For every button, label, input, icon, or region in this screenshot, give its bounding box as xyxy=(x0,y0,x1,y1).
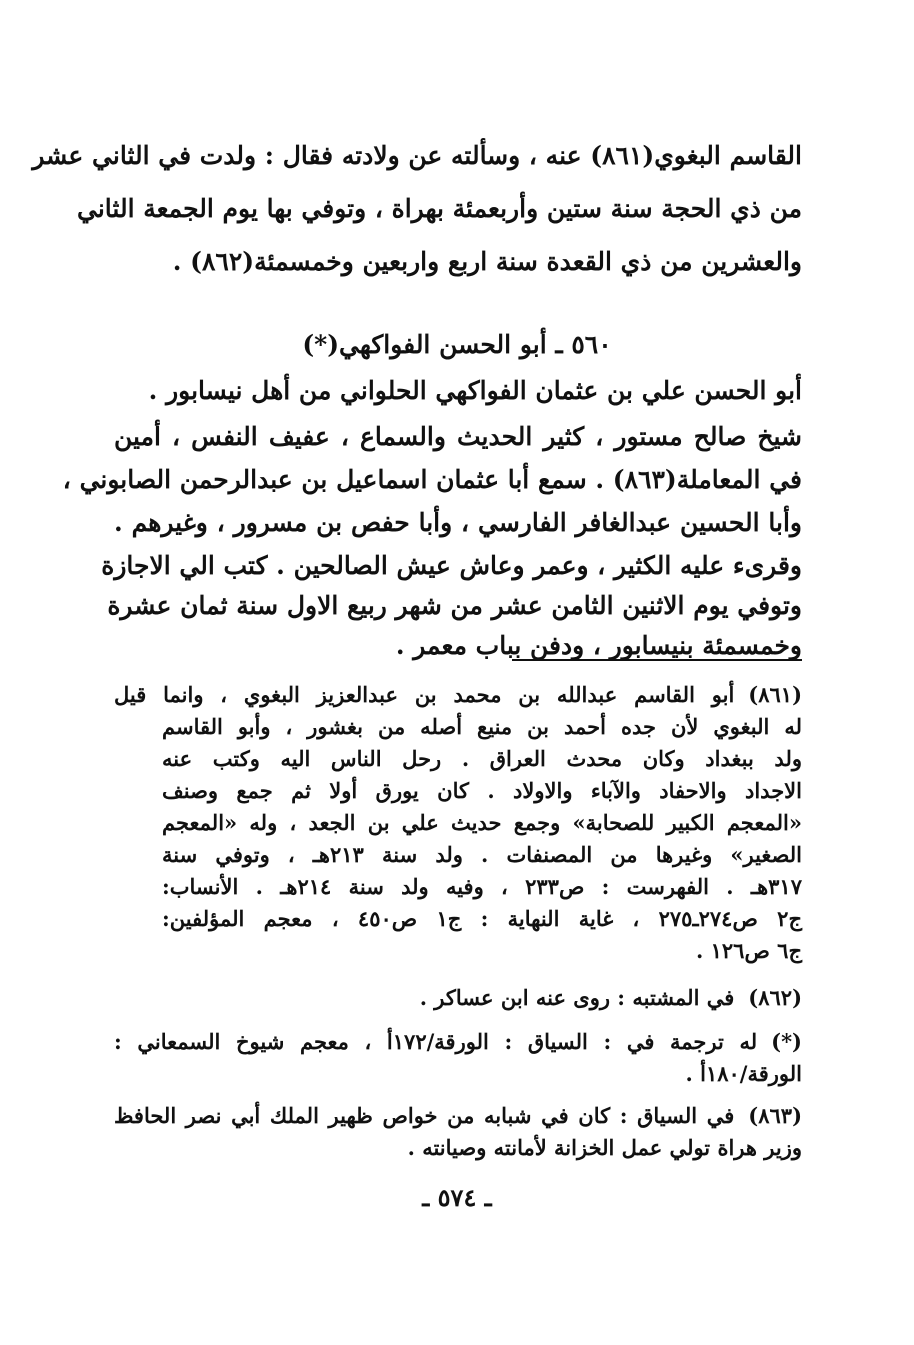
footnote-text: أبو القاسم عبدالله بن محمد بن عبدالعزيز البغوي ، وانما قيل xyxy=(114,682,735,707)
page-number: ـ ٥٧٤ ـ xyxy=(422,1183,492,1212)
body-line: القاسم البغوي(٨٦١) عنه ، وسألته عن ولادته فقال : ولدت في الثاني عشر xyxy=(32,141,802,170)
footnote-line: له البغوي لأن جده أحمد بن منيع أصله من بغشور ، وأبو القاسم xyxy=(162,714,802,739)
body-line: وخمسمئة بنيسابور ، ودفن بباب معمر . xyxy=(395,631,802,660)
footnote-line xyxy=(114,987,802,1008)
footnote-number: (٨٦٢) xyxy=(748,985,802,1010)
footnote-line: «المعجم الكبير للصحابة» وجمع حديث علي بن الجعد ، وله «المعجم xyxy=(162,810,802,835)
footnote-line: الصغير» وغيرها من المصنفات . ولد سنة ٢١٣هـ ، وتوفي سنة xyxy=(162,842,802,867)
footnote-line xyxy=(114,1105,802,1126)
footnote-number: (٨٦٣) xyxy=(748,1103,802,1128)
footnote-line: ولد ببغداد وكان محدث العراق . رحل الناس اليه وكتب عنه xyxy=(162,746,802,771)
body-line: وتوفي يوم الاثنين الثامن عشر من شهر ربيع الاول سنة ثمان عشرة xyxy=(107,591,802,620)
footnote-line: ج٢ ص٢٧٤ـ٢٧٥ ، غاية النهاية : ج١ ص٤٥٠ ، معجم المؤلفين: xyxy=(162,906,802,931)
footnote-text: له ترجمة في : السياق : الورقة/١٧٢أ ، معجم شيوخ السمعاني : xyxy=(114,1029,758,1054)
footnote-line: وزير هراة تولي عمل الخزانة لأمانته وصيانته . xyxy=(407,1135,802,1160)
body-line: وأبا الحسين عبدالغافر الفارسي ، وأبا حفص بن مسرور ، وغيرهم . xyxy=(114,508,802,537)
body-line: من ذي الحجة سنة ستين وأربعمئة بهراة ، وتوفي بها يوم الجمعة الثاني xyxy=(77,194,802,223)
body-line: أبو الحسن علي بن عثمان الفواكهي الحلواني من أهل نيسابور . xyxy=(148,376,802,405)
footnote-text: في المشتبه : روى عنه ابن عساكر . xyxy=(419,985,735,1010)
entry-heading: ٥٦٠ ـ أبو الحسن الفواكهي(*) xyxy=(302,330,612,359)
footnote-line: الورقة/١٨٠أ . xyxy=(685,1061,802,1086)
body-line: شيخ صالح مستور ، كثير الحديث والسماع ، عفيف النفس ، أمين xyxy=(114,422,802,451)
footnote-number: (*) xyxy=(771,1029,802,1054)
body-line: والعشرين من ذي القعدة سنة اربع واربعين وخمسمئة(٨٦٢) . xyxy=(172,247,802,276)
footnote-line: ج٦ ص١٢٦ . xyxy=(695,938,802,963)
footnote-number: (٨٦١) xyxy=(748,682,802,707)
body-line: وقرىء عليه الكثير ، وعمر وعاش عيش الصالحين . كتب الي الاجازة xyxy=(101,551,802,580)
footnote-text: في السياق : كان في شبابه من خواص ظهير الملك أبي نصر الحافظ xyxy=(114,1103,735,1128)
footnote-line xyxy=(114,684,802,705)
body-line: في المعاملة(٨٦٣) . سمع أبا عثمان اسماعيل بن عبدالرحمن الصابوني ، xyxy=(62,465,802,494)
footnote-line: الاجداد والاحفاد والآباء والاولاد . كان يورق أولا ثم جمع وصنف xyxy=(162,778,802,803)
footnote-separator xyxy=(512,659,802,661)
footnote-line: ٣١٧هـ . الفهرست : ص٢٣٣ ، وفيه ولد سنة ٢١٤هـ . الأنساب: xyxy=(162,874,802,899)
footnote-line xyxy=(114,1031,802,1052)
